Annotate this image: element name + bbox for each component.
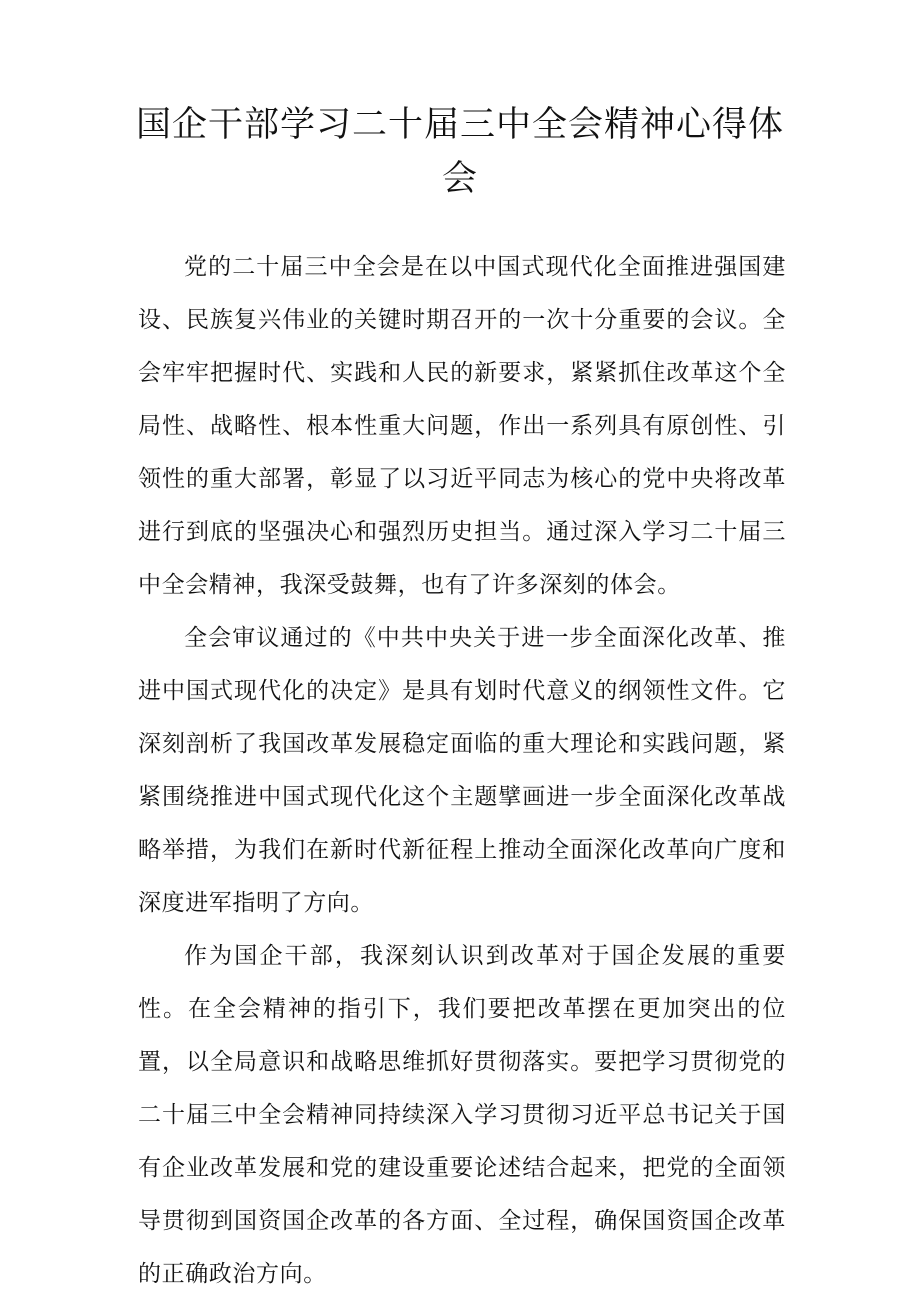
document-body (138, 241, 786, 1301)
paragraph-1: 党的二十届三中全会是在以中国式现代化全面推进强国建设、民族复兴伟业的关键时期召开的一次十分重要的会议。全会牢牢把握时代、实践和人民的新要求，紧紧抓住改革这个全局性、战略性、根本性重大问题，作出一系列具有原创性、引领性的重大部署，彰显了以习近平同志为核心的党中央将改革进行到底的坚强决心和强烈历史担当。通过深入学习二十届三中全会精神，我深受鼓舞，也有了许多深刻的体会。 (138, 254, 786, 598)
document-title: 国企干部学习二十届三中全会精神心得体会 (135, 105, 784, 199)
paragraph-3: 作为国企干部，我深刻认识到改革对于国企发展的重要性。在全会精神的指引下，我们要把改革摆在更加突出的位置，以全局意识和战略思维抓好贯彻落实。要把学习贯彻党的二十届三中全会精神同持续深入学习贯彻习近平总书记关于国有企业改革发展和党的建设重要论述结合起来，把党的全面领导贯彻到国资国企改革的各方面、全过程，确保国资国企改革的正确政治方向。 (138, 943, 786, 1287)
paragraph-2: 全会审议通过的《中共中央关于进一步全面深化改革、推进中国式现代化的决定》是具有划时代意义的纲领性文件。它深刻剖析了我国改革发展稳定面临的重大理论和实践问题，紧紧围绕推进中国式现代化这个主题擘画进一步全面深化改革战略举措，为我们在新时代新征程上推动全面深化改革向广度和深度进军指明了方向。 (138, 625, 786, 916)
